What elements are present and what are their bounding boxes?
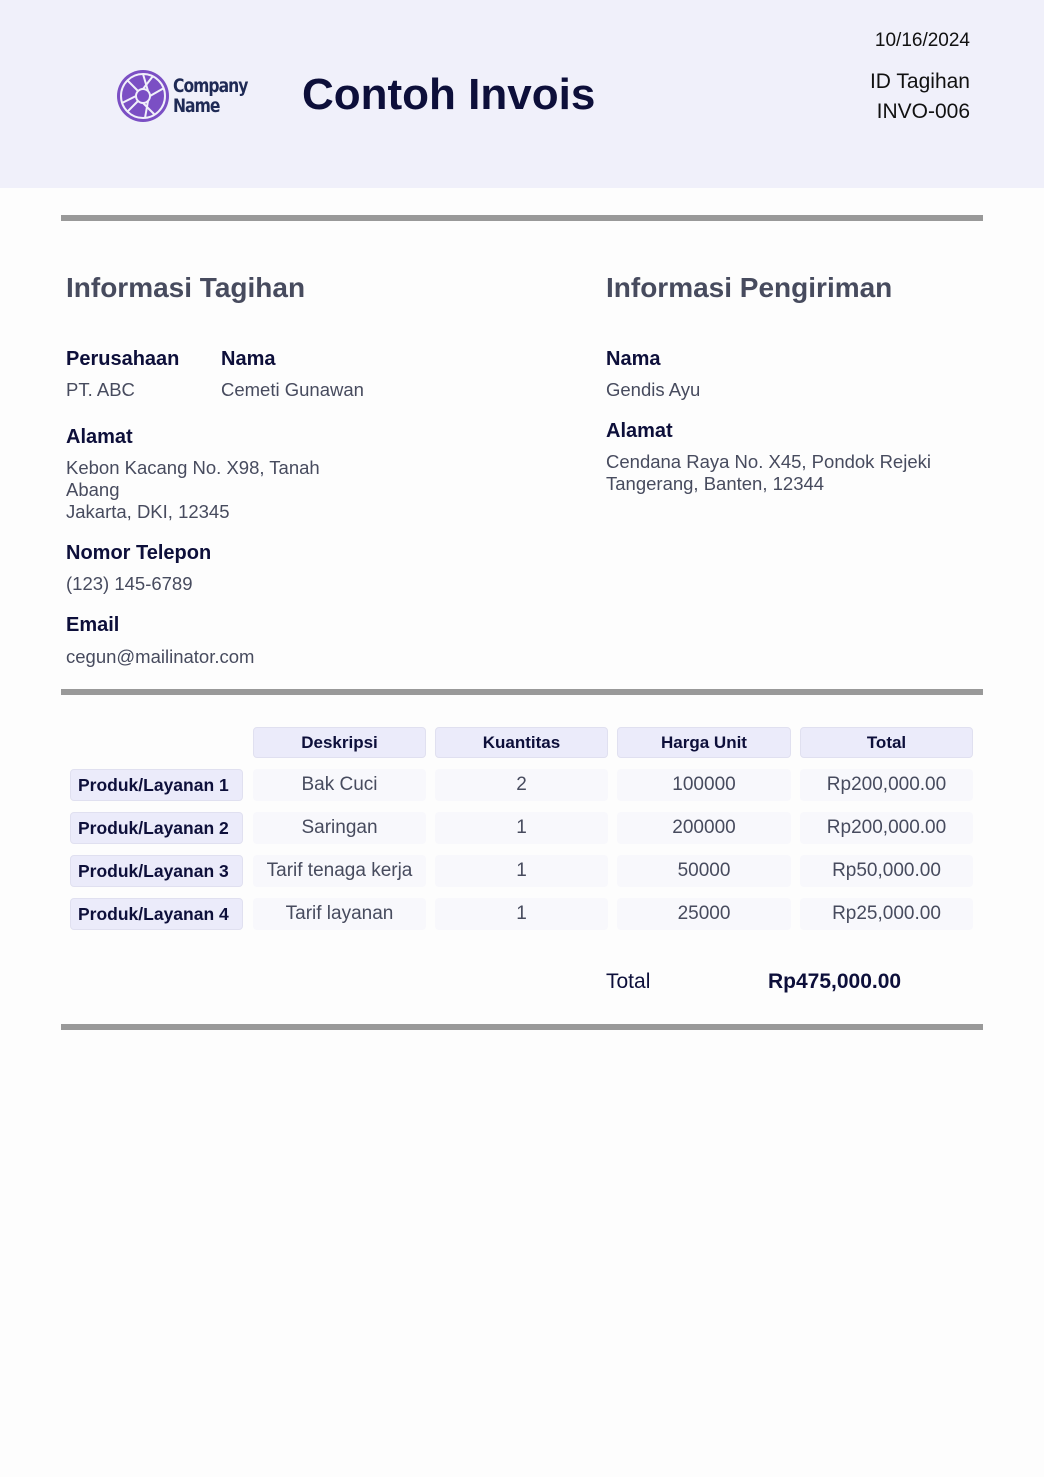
shipping-name: Gendis Ayu (606, 379, 701, 400)
shipping-title: Informasi Pengiriman (606, 272, 893, 303)
row-label: Produk/Layanan 4 (70, 898, 243, 930)
billing-email: cegun@mailinator.com (66, 646, 255, 667)
header-description: Deskripsi (253, 727, 426, 758)
billing-company: PT. ABC (66, 379, 135, 400)
invoice-date: 10/16/2024 (874, 30, 970, 51)
row-label: Produk/Layanan 2 (70, 812, 243, 844)
grand-total-value: Rp475,000.00 (768, 970, 902, 993)
shipping-address (606, 451, 931, 495)
billing-address-line1: Kebon Kacang No. X98, Tanah (66, 457, 320, 478)
shipping-address-label: Alamat (606, 420, 673, 442)
row-label: Produk/Layanan 1 (70, 769, 243, 801)
cell-quantity: 2 (435, 769, 608, 801)
invoice-meta (870, 30, 970, 124)
cell-quantity: 1 (435, 812, 608, 844)
company-logo (115, 68, 264, 124)
shipping-address-line2: Tangerang, Banten, 12344 (606, 473, 825, 494)
cell-total: Rp200,000.00 (800, 812, 973, 844)
invoice-header (0, 0, 1044, 188)
billing-address-label: Alamat (66, 426, 133, 448)
cell-total: Rp50,000.00 (800, 855, 973, 887)
row-label: Produk/Layanan 3 (70, 855, 243, 887)
grand-total-label: Total (606, 970, 651, 993)
cell-description: Tarif tenaga kerja (253, 855, 426, 887)
logo-line2: Name (173, 95, 220, 117)
divider (61, 689, 983, 695)
camera-aperture-icon (115, 68, 171, 124)
billing-title: Informasi Tagihan (66, 272, 306, 303)
divider (61, 1024, 983, 1030)
cell-quantity: 1 (435, 855, 608, 887)
billing-address (66, 457, 320, 523)
cell-description: Bak Cuci (253, 769, 426, 801)
header-total: Total (800, 727, 973, 758)
cell-description: Tarif layanan (253, 898, 426, 930)
page-title: Contoh Invois (302, 70, 596, 119)
billing-phone: (123) 145-6789 (66, 573, 193, 594)
cell-total: Rp25,000.00 (800, 898, 973, 930)
divider (61, 215, 983, 221)
header-unit-price: Harga Unit (617, 727, 791, 758)
billing-address-line2: Abang (66, 479, 120, 500)
cell-unit-price: 50000 (617, 855, 791, 887)
cell-total: Rp200,000.00 (800, 769, 973, 801)
logo-line1: Company (173, 75, 248, 97)
header-quantity: Kuantitas (435, 727, 608, 758)
billing-name-label: Nama (221, 348, 276, 370)
billing-name: Cemeti Gunawan (221, 379, 364, 400)
billing-company-label: Perusahaan (66, 348, 180, 370)
cell-quantity: 1 (435, 898, 608, 930)
cell-unit-price: 100000 (617, 769, 791, 801)
shipping-address-line1: Cendana Raya No. X45, Pondok Rejeki (606, 451, 931, 472)
invoice-id-label: ID Tagihan (869, 70, 970, 93)
billing-email-label: Email (66, 614, 120, 636)
billing-phone-label: Nomor Telepon (66, 542, 212, 564)
billing-address-line3: Jakarta, DKI, 12345 (66, 501, 230, 522)
invoice-id-value: INVO-006 (876, 100, 970, 123)
cell-unit-price: 25000 (617, 898, 791, 930)
cell-description: Saringan (253, 812, 426, 844)
shipping-name-label: Nama (606, 348, 661, 370)
cell-unit-price: 200000 (617, 812, 791, 844)
